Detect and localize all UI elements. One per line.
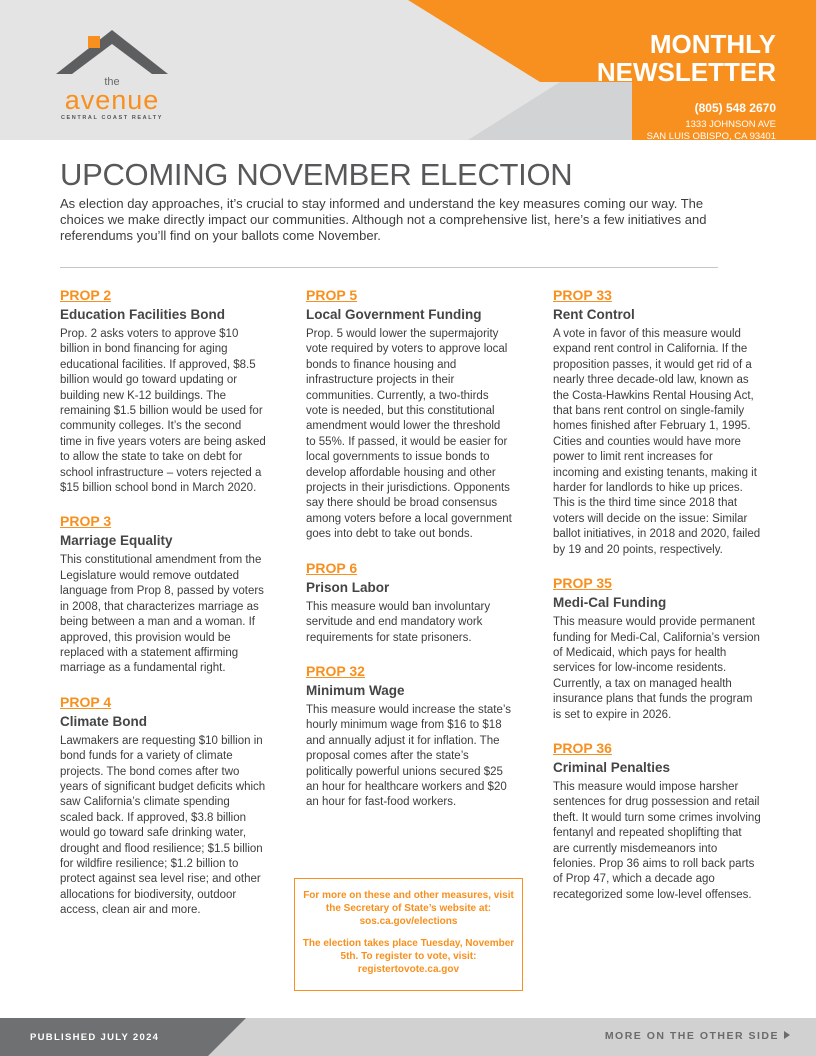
prop-number: PROP 32 [306, 662, 365, 679]
article-title: UPCOMING NOVEMBER ELECTION [60, 157, 573, 192]
prop-description: Lawmakers are requesting $10 billion in bond funds for a variety of climate projects. The bond comes after two years of significant budget deficits which saw California’s climate spending scaled back. If approved, $3.8 billion would go toward safe drinking water, drought and flood resilience; $1.5 billion for wildfire resilience; $1.2 billion to protect against sea level rise; and other allocations for biodiversity, outdoor access, clean air and more. [60, 734, 266, 917]
newsletter-title-line1: MONTHLY [649, 29, 776, 59]
prop-number: PROP 6 [306, 559, 358, 576]
prop-title: Medi-Cal Funding [553, 595, 667, 611]
prop-description: This measure would ban involuntary servitude and end mandatory work requirements for state prisoners. [306, 600, 491, 644]
more-other-side [605, 1030, 790, 1042]
contact-block [556, 101, 776, 163]
newsletter-title [516, 30, 776, 86]
prop-item [306, 287, 512, 543]
prop-description: This constitutional amendment from the Legislature would remove outdated language from Prop 8, passed by voters in 2008, that characterizes marriage as being between a man and a woman. If approved, this provision would be replaced with a statement affirming marriage as a fundamental right. [60, 554, 264, 675]
more-other-side-label: MORE ON THE OTHER SIDE [604, 1030, 779, 1042]
prop-description: Prop. 2 asks voters to approve $10 billion in bond financing for aging educational facilities. If approved, $8.5 billion would go toward updating or building new K-12 buildings. The remaining $1.5 billion would be used for community colleges. It’s the second time in five years voters are being asked to allow the state to take on debt for school infrastructure – voters rejected a $15 billion school bond in March 2020. [60, 328, 266, 495]
prop-description: This measure would impose harsher sentences for drug possession and retail theft. It would turn some crimes involving fentanyl and repeated shoplifting that are currently misdemeanors into felonies. Prop 36 aims to roll back parts of Prop 47, which a decade ago recategorized some low-level offenses. [553, 780, 761, 901]
company-logo[interactable] [54, 28, 170, 124]
prop-title: Prison Labor [306, 579, 390, 595]
prop-description: Prop. 5 would lower the supermajority vote required by voters to approve local bonds to finance housing and infrastructure projects in their communities. Currently, a two-thirds vote is needed, but this constitutional amendment would lower the threshold to 55%. If passed, it would be easier for local governments to issue bonds to develop affordable housing and other projects in their jurisdictions. Opponents say there should be broad consensus among voters before a local government goes into debt to take out bonds. [306, 328, 512, 541]
newsletter-title-line2: NEWSLETTER [596, 57, 776, 87]
prop-item [553, 740, 761, 903]
callout-register-text[interactable]: The election takes place Tuesday, November 5th. To register to vote, visit: registertovote.ca.gov [302, 938, 515, 975]
prop-title: Minimum Wage [306, 682, 405, 698]
prop-item [60, 694, 266, 919]
address-line2: SAN LUIS OBISPO, CA 93401 [646, 131, 776, 142]
logo-tagline: CENTRAL COAST REALTY [60, 115, 164, 121]
logo-the-text: the [104, 76, 120, 88]
prop-number: PROP 33 [553, 287, 612, 303]
column-right [553, 287, 761, 920]
prop-item [553, 575, 761, 723]
voting-info-callout [294, 878, 523, 991]
callout-sos-text[interactable]: For more on these and other measures, visit the Secretary of State’s website at: sos.ca.gov/elections [303, 890, 514, 927]
house-roof-icon [54, 28, 170, 78]
published-date: PUBLISHED JULY 2024 [30, 1032, 160, 1043]
address-line1: 1333 JOHNSON AVE [685, 119, 776, 130]
address [556, 119, 776, 143]
section-divider [60, 267, 718, 268]
prop-number: PROP 5 [306, 287, 358, 303]
prop-item [60, 287, 266, 496]
prop-number: PROP 2 [60, 287, 112, 303]
prop-description: A vote in favor of this measure would expand rent control in California. If the proposition passes, it would get rid of a nearly three decade-old law, known as the Costa-Hawkins Rental Housing Act, that bans rent control on single-family homes finished after February 1, 1995. Cities and counties would have more power to limit rent increases for incoming and existing tenants, making it harder for landlords to hike up prices. This is the third time since 2018 that voters will decide on the issue: Similar ballot initiatives, in 2018 and 2020, failed by 19 and 20 points, respectively. [553, 328, 761, 556]
prop-description: This measure would increase the state’s hourly minimum wage from $16 to $18 and annually adjust it for inflation. The proposal comes after the state’s politically powerful unions secured $25 an hour for healthcare workers and $20 an hour for fast-food workers. [306, 703, 511, 809]
logo-wordmark: avenue [64, 85, 160, 115]
phone-number[interactable]: (805) 548 2670 [694, 101, 776, 115]
prop-number: PROP 35 [553, 575, 612, 592]
prop-item [306, 663, 512, 811]
prop-item [306, 560, 512, 646]
article-intro: As election day approaches, it’s crucial to stay informed and understand the key measures coming our way. The choices we make directly impact our communities. Although not a comprehensive list, here’s a few initiatives and referendums you’ll find on your ballots come November. [60, 196, 707, 243]
prop-number: PROP 36 [553, 739, 612, 756]
prop-title: Local Government Funding [306, 307, 482, 322]
prop-title: Rent Control [553, 307, 635, 322]
play-arrow-icon [784, 1031, 790, 1039]
prop-item [553, 287, 761, 558]
prop-title: Education Facilities Bond [60, 307, 226, 322]
column-left [60, 287, 266, 936]
website-link[interactable]: THEAVENUESLO.COM [646, 152, 776, 163]
prop-item [60, 513, 266, 676]
prop-description: This measure would provide permanent funding for Medi-Cal, California’s version of Medicaid, which pays for health services for low-income residents. Currently, a tax on managed health insurance plans that funds the program is set to expire in 2026. [553, 616, 760, 721]
prop-title: Marriage Equality [60, 533, 173, 549]
prop-title: Criminal Penalties [553, 759, 671, 775]
prop-title: Climate Bond [60, 713, 148, 729]
column-middle [306, 287, 512, 828]
prop-number: PROP 4 [60, 693, 112, 710]
prop-number: PROP 3 [60, 513, 112, 530]
